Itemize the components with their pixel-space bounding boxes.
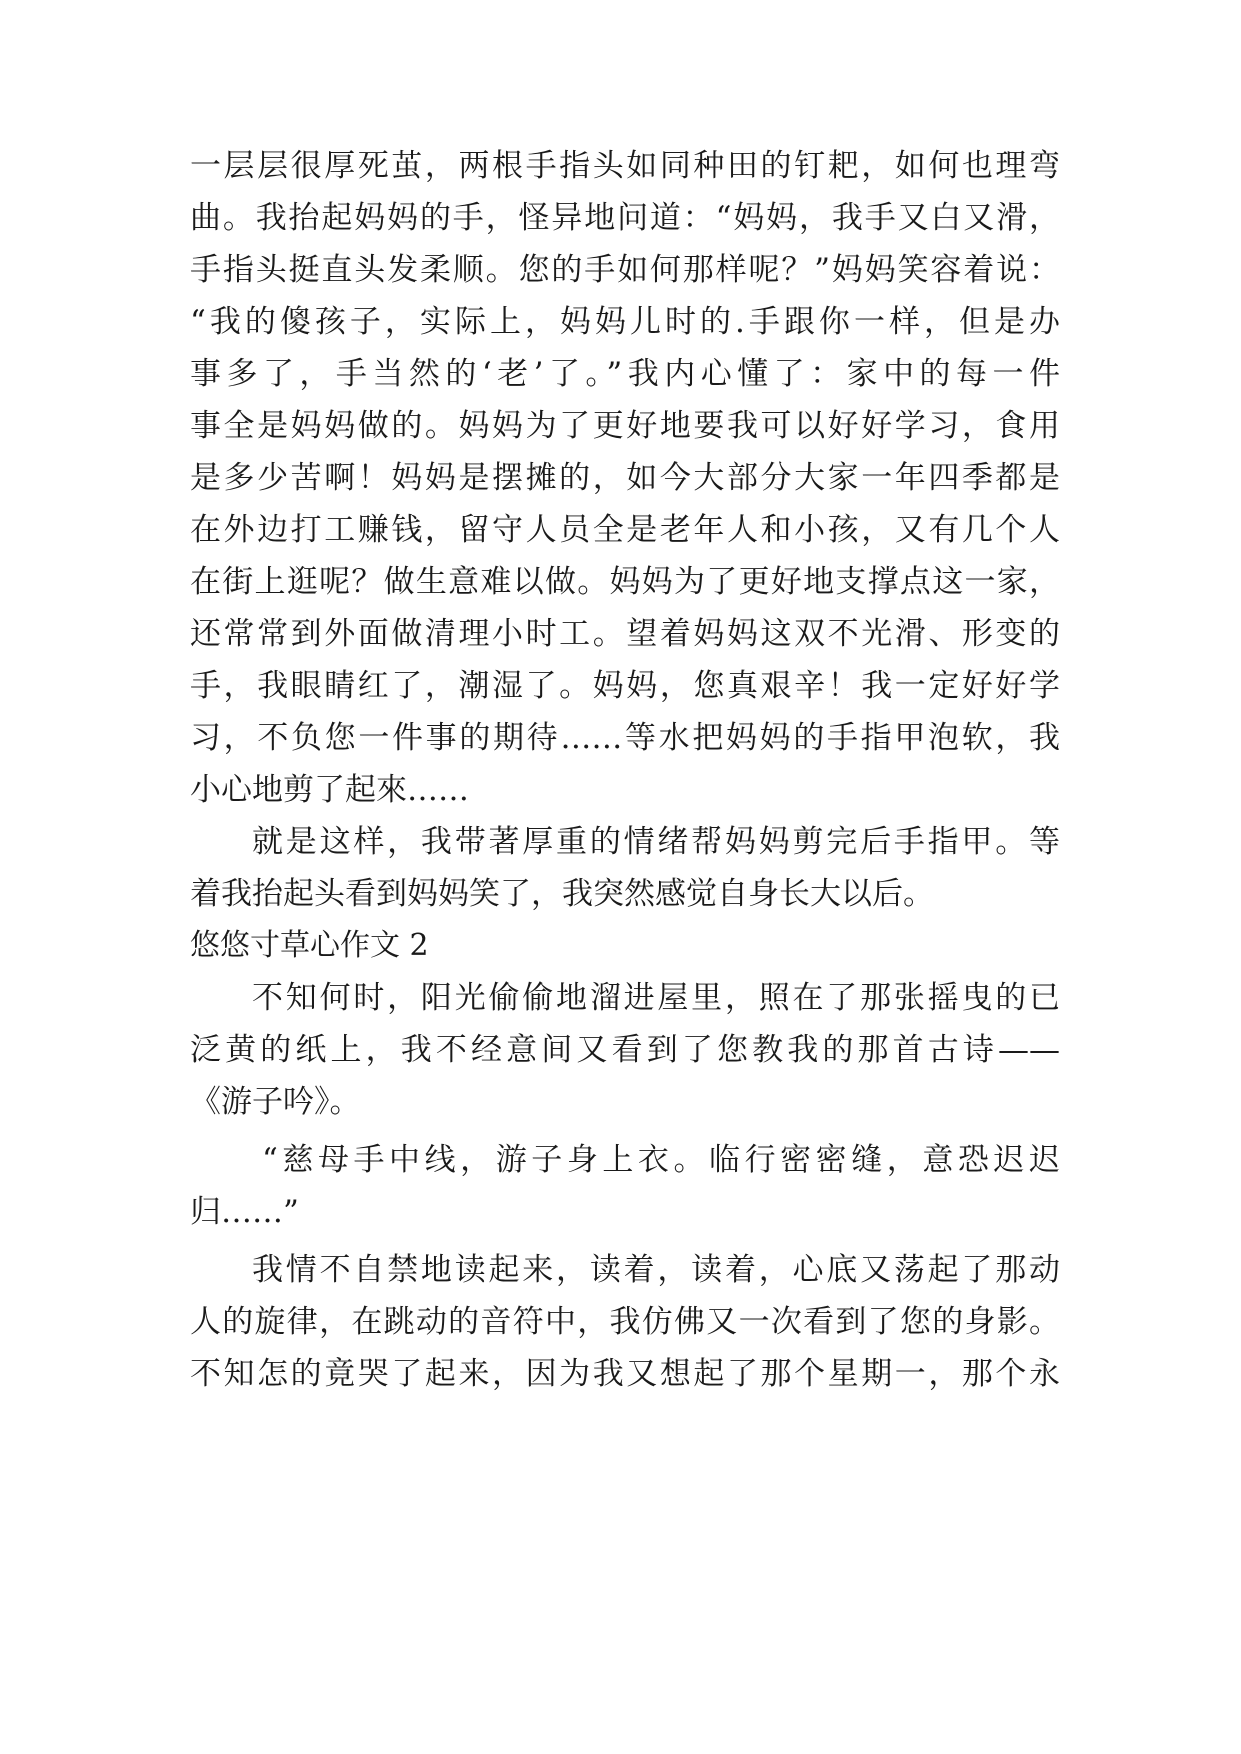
paragraph-start-line: 就是这样，我带著厚重的情绪帮妈妈剪完后手指甲。等 xyxy=(252,824,1060,860)
section-heading: 悠悠寸草心作文 2 xyxy=(190,928,429,963)
text-line: 事多了，手当然的‘老’了。”我内心懂了：家中的每一件 xyxy=(190,356,1060,392)
text-line: 还常常到外面做清理小时工。望着妈妈这双不光滑、形变的 xyxy=(190,616,1060,652)
text-line: 在外边打工赚钱，留守人员全是老年人和小孩，又有几个人 xyxy=(190,512,1060,548)
text-line: 小心地剪了起來…… xyxy=(190,772,469,808)
text-line: 手指头挺直头发柔顺。您的手如何那样呢？”妈妈笑容着说： xyxy=(190,252,1060,288)
text-line: 是多少苦啊！妈妈是摆摊的，如今大部分大家一年四季都是 xyxy=(190,460,1060,496)
paragraph-start-line: 不知何时，阳光偷偷地溜进屋里，照在了那张摇曳的已 xyxy=(252,980,1060,1016)
text-line: 不知怎的竟哭了起来，因为我又想起了那个星期一，那个永 xyxy=(190,1356,1060,1392)
text-line: 《游子吟》。 xyxy=(190,1084,361,1120)
text-line: 一层层很厚死茧，两根手指头如同种田的钉耙，如何也理弯 xyxy=(190,148,1060,184)
text-line: 在街上逛呢？做生意难以做。妈妈为了更好地支撑点这一家， xyxy=(190,564,1060,600)
quote-line: “慈母手中线，游子身上衣。临行密密缝，意恐迟迟 xyxy=(262,1142,1060,1178)
text-line: 手，我眼睛红了，潮湿了。妈妈，您真艰辛！我一定好好学 xyxy=(190,668,1060,704)
text-line: 归……” xyxy=(190,1194,299,1230)
text-line: 泛黄的纸上，我不经意间又看到了您教我的那首古诗—— xyxy=(190,1032,1060,1068)
text-line: 着我抬起头看到妈妈笑了，我突然感觉自身长大以后。 xyxy=(190,876,934,912)
paragraph-start-line: 我情不自禁地读起来，读着，读着，心底又荡起了那动 xyxy=(252,1252,1060,1288)
text-line: 曲。我抬起妈妈的手，怪异地问道：“妈妈，我手又白又滑， xyxy=(190,200,1060,236)
text-line: 事全是妈妈做的。妈妈为了更好地要我可以好好学习，食用 xyxy=(190,408,1060,444)
text-line: “我的傻孩子，实际上，妈妈儿时的.手跟你一样，但是办 xyxy=(190,304,1060,340)
text-line: 习，不负您一件事的期待……等水把妈妈的手指甲泡软，我 xyxy=(190,720,1060,756)
text-line: 人的旋律，在跳动的音符中，我仿佛又一次看到了您的身影。 xyxy=(190,1304,1060,1340)
